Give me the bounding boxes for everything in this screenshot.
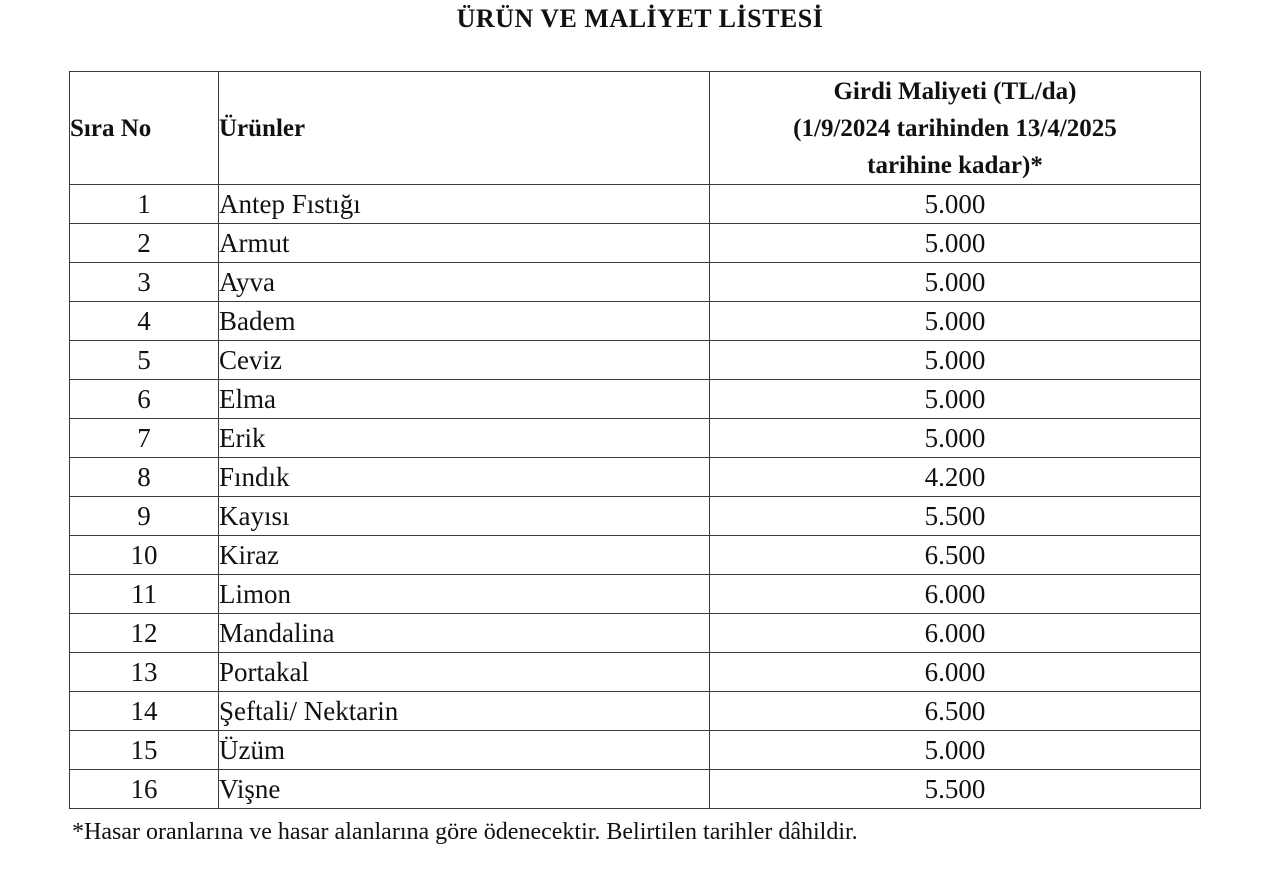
row-sira-no: 8 [70,458,219,497]
row-urun: Şeftali/ Nektarin [219,692,710,731]
row-girdi-maliyeti: 5.500 [710,497,1201,536]
table-row [70,458,1201,497]
row-girdi-maliyeti: 5.500 [710,770,1201,809]
row-urun: Erik [219,419,710,458]
row-girdi-maliyeti: 6.500 [710,692,1201,731]
row-girdi-maliyeti: 6.000 [710,575,1201,614]
row-sira-no: 1 [70,185,219,224]
row-sira-no: 6 [70,380,219,419]
header-cost-line-1: Girdi Maliyeti (TL/da) [833,77,1077,105]
table-header-row [70,72,1201,185]
table-row [70,497,1201,536]
table-row [70,185,1201,224]
row-girdi-maliyeti: 5.000 [710,302,1201,341]
table-row [70,341,1201,380]
footnote: *Hasar oranlarına ve hasar alanlarına göre ödenecektir. Belirtilen tarihler dâhildir. [72,819,858,845]
row-sira-no: 9 [70,497,219,536]
header-girdi-maliyeti [710,72,1201,185]
row-sira-no: 14 [70,692,219,731]
row-urun: Üzüm [219,731,710,770]
table-row [70,224,1201,263]
product-cost-table [69,71,1201,809]
table-row [70,770,1201,809]
table-row [70,692,1201,731]
row-urun: Fındık [219,458,710,497]
table-row [70,419,1201,458]
row-girdi-maliyeti: 6.500 [710,536,1201,575]
row-sira-no: 5 [70,341,219,380]
row-sira-no: 11 [70,575,219,614]
row-sira-no: 4 [70,302,219,341]
row-sira-no: 12 [70,614,219,653]
row-girdi-maliyeti: 5.000 [710,380,1201,419]
table-row [70,536,1201,575]
row-urun: Ceviz [219,341,710,380]
row-urun: Ayva [219,263,710,302]
header-cost-line-2: (1/9/2024 tarihinden 13/4/2025 [793,114,1117,142]
row-girdi-maliyeti: 5.000 [710,419,1201,458]
row-urun: Armut [219,224,710,263]
row-girdi-maliyeti: 5.000 [710,224,1201,263]
table-row [70,302,1201,341]
row-sira-no: 7 [70,419,219,458]
page-title: ÜRÜN VE MALİYET LİSTESİ [456,4,824,33]
row-urun: Portakal [219,653,710,692]
table-row [70,575,1201,614]
row-girdi-maliyeti: 5.000 [710,731,1201,770]
row-sira-no: 3 [70,263,219,302]
row-girdi-maliyeti: 6.000 [710,614,1201,653]
table-row [70,380,1201,419]
table-row [70,731,1201,770]
row-girdi-maliyeti: 5.000 [710,263,1201,302]
row-sira-no: 15 [70,731,219,770]
row-girdi-maliyeti: 4.200 [710,458,1201,497]
row-girdi-maliyeti: 5.000 [710,185,1201,224]
row-urun: Limon [219,575,710,614]
header-urunler: Ürünler [219,72,710,185]
row-urun: Badem [219,302,710,341]
row-urun: Elma [219,380,710,419]
row-urun: Antep Fıstığı [219,185,710,224]
row-girdi-maliyeti: 5.000 [710,341,1201,380]
table-row [70,263,1201,302]
row-sira-no: 13 [70,653,219,692]
row-sira-no: 10 [70,536,219,575]
row-urun: Kayısı [219,497,710,536]
row-sira-no: 2 [70,224,219,263]
row-urun: Kiraz [219,536,710,575]
row-girdi-maliyeti: 6.000 [710,653,1201,692]
row-urun: Vişne [219,770,710,809]
header-sira-no: Sıra No [70,72,219,185]
table-row [70,614,1201,653]
row-sira-no: 16 [70,770,219,809]
table-body [70,185,1201,809]
header-cost-line-3: tarihine kadar)* [867,151,1043,179]
row-urun: Mandalina [219,614,710,653]
table-row [70,653,1201,692]
